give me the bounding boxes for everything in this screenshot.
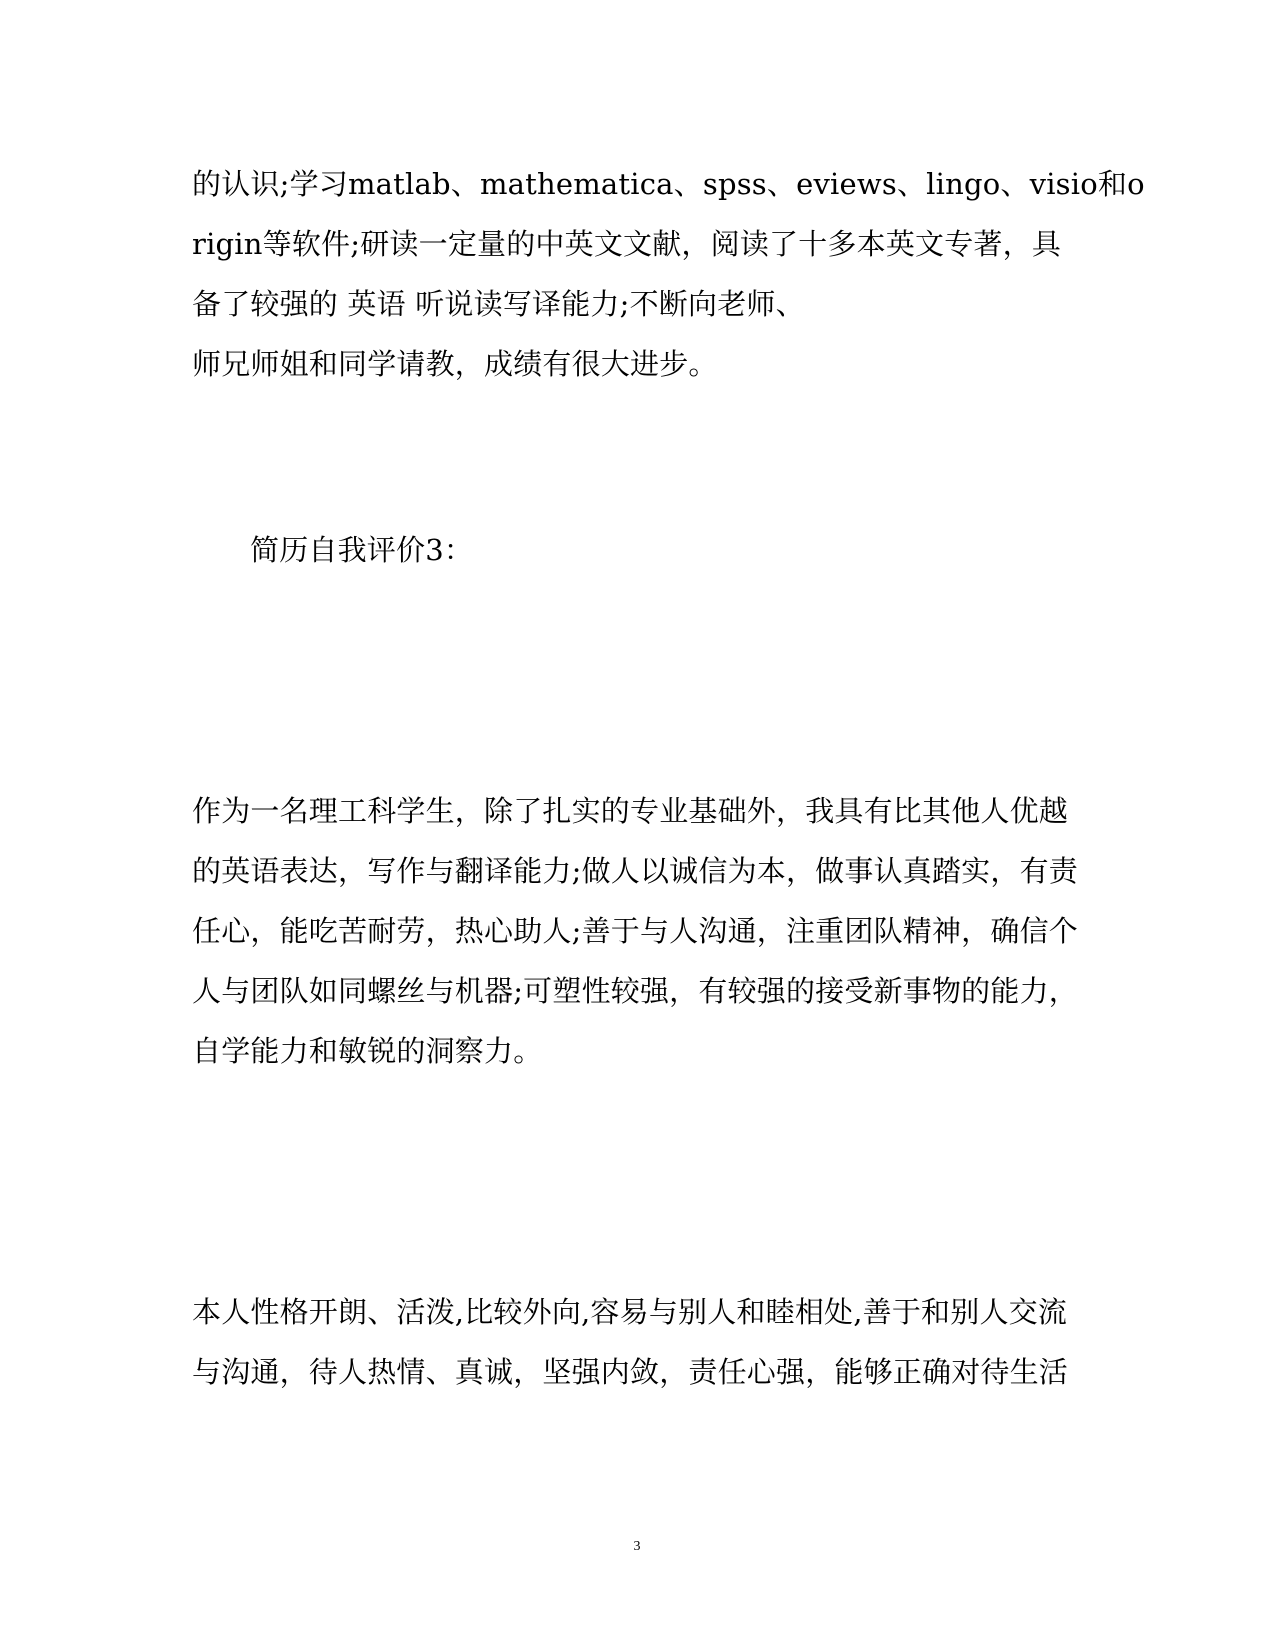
section-heading: 简历自我评价3： bbox=[250, 533, 474, 567]
paragraph-line: 与沟通，待人热情、真诚，坚强内敛，责任心强，能够正确对待生活 bbox=[192, 1355, 1069, 1389]
paragraph-line: 的认识;学习matlab、mathematica、spss、eviews、lingo、visio和o bbox=[192, 167, 1145, 201]
paragraph-line: rigin等软件;研读一定量的中英文文献，阅读了十多本英文专著，具 bbox=[192, 227, 1062, 261]
paragraph-line: 备了较强的 英语 听说读写译能力;不断向老师、 bbox=[192, 287, 805, 321]
paragraph-line: 人与团队如同螺丝与机器;可塑性较强，有较强的接受新事物的能力， bbox=[192, 974, 1078, 1008]
paragraph-line: 本人性格开朗、活泼,比较外向,容易与别人和睦相处,善于和别人交流 bbox=[192, 1295, 1068, 1329]
paragraph-line: 的英语表达，写作与翻译能力;做人以诚信为本，做事认真踏实，有责 bbox=[192, 854, 1078, 888]
paragraph-line: 师兄师姐和同学请教，成绩有很大进步。 bbox=[192, 347, 718, 381]
paragraph-line: 自学能力和敏锐的洞察力。 bbox=[192, 1034, 543, 1068]
page-number: 3 bbox=[633, 1539, 641, 1554]
paragraph-line: 作为一名理工科学生，除了扎实的专业基础外，我具有比其他人优越 bbox=[192, 794, 1069, 828]
paragraph-line: 任心，能吃苦耐劳，热心助人;善于与人沟通，注重团队精神，确信个 bbox=[192, 914, 1078, 948]
